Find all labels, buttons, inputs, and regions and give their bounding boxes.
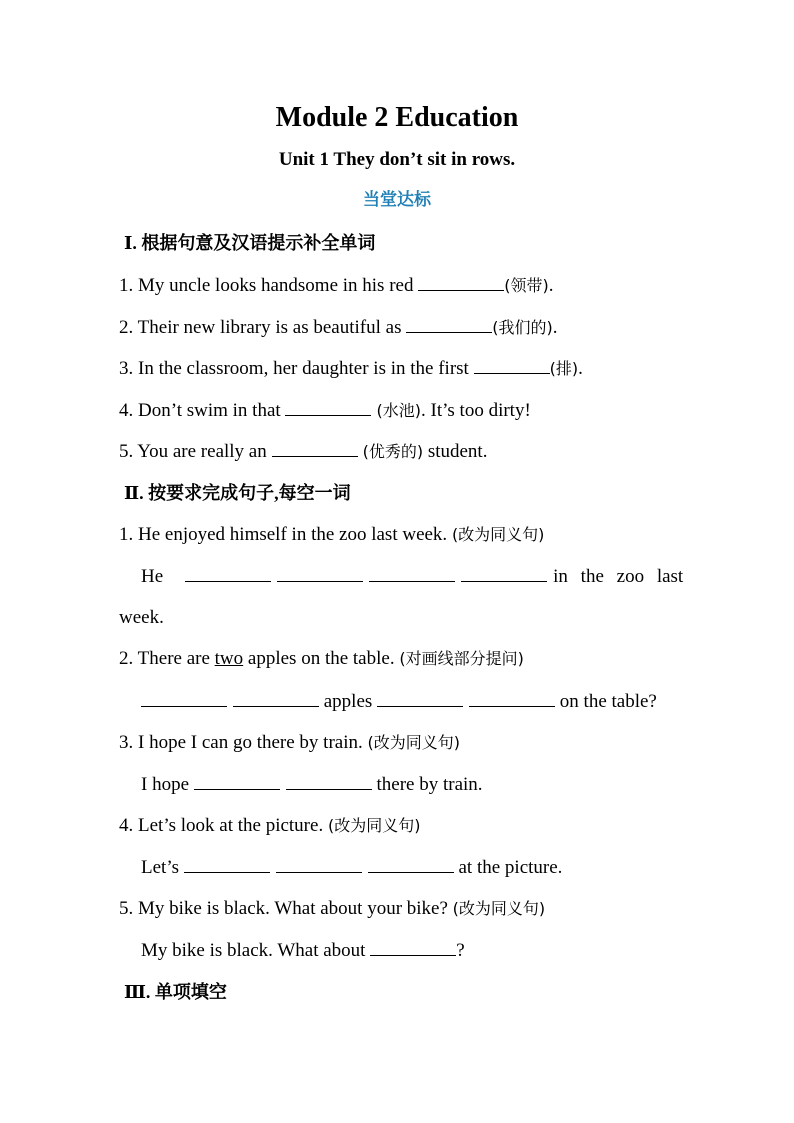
part1-item-5: 5. You are really an (优秀的) student. (119, 441, 488, 462)
answer-blank[interactable] (461, 564, 547, 582)
answer-blank[interactable] (277, 564, 363, 582)
answer-blank[interactable] (272, 439, 358, 457)
answer-blank[interactable] (406, 315, 492, 333)
part2-item-3-question: 3. I hope I can go there by train. (改为同义句) (119, 732, 460, 753)
part3-heading: Ⅲ. 单项填空 (124, 982, 227, 1002)
part2-heading: Ⅱ. 按要求完成句子,每空一词 (124, 483, 351, 503)
part2-item-1-question: 1. He enjoyed himself in the zoo last week. (改为同义句) (119, 524, 545, 545)
part1-heading: Ⅰ. 根据句意及汉语提示补全单词 (124, 233, 376, 253)
part1-item-2: 2. Their new library is as beautiful as (我们的). (119, 317, 558, 338)
answer-blank[interactable] (194, 772, 280, 790)
part2-item-4-question: 4. Let’s look at the picture. (改为同义句) (119, 815, 421, 836)
part1-item-3: 3. In the classroom, her daughter is in the first (排). (119, 358, 583, 379)
answer-blank[interactable] (286, 772, 372, 790)
answer-blank[interactable] (141, 689, 227, 707)
answer-blank[interactable] (276, 855, 362, 873)
part2-item-2-answer: apples on the table? (141, 689, 657, 714)
answer-blank[interactable] (233, 689, 319, 707)
part2-item-2-question: 2. There are two apples on the table. (对画线部分提问) (119, 648, 524, 669)
part2-item-4-answer: Let’s at the picture. (141, 857, 563, 878)
answer-blank[interactable] (185, 564, 271, 582)
answer-blank[interactable] (370, 938, 456, 956)
answer-blank[interactable] (377, 689, 463, 707)
part1-item-4: 4. Don’t swim in that (水池). It’s too dirty! (119, 400, 531, 421)
answer-blank[interactable] (418, 273, 504, 291)
part2-item-1-answer-cont: week. (119, 607, 164, 628)
answer-blank[interactable] (285, 398, 371, 416)
answer-blank[interactable] (184, 855, 270, 873)
module-title: Module 2 Education (275, 102, 519, 133)
section-tag: 当堂达标 (363, 190, 431, 210)
answer-blank[interactable] (369, 564, 455, 582)
part2-item-3-answer: I hope there by train. (141, 774, 483, 795)
answer-blank[interactable] (469, 689, 555, 707)
unit-title: Unit 1 They don’t sit in rows. (278, 149, 516, 170)
part2-item-5-answer: My bike is black. What about ? (141, 940, 465, 961)
underlined-word: two (214, 648, 244, 669)
answer-blank[interactable] (368, 855, 454, 873)
part2-item-1-answer: He in the zoo last (141, 566, 684, 587)
part2-item-5-question: 5. My bike is black. What about your bike? (改为同义句) (119, 898, 546, 919)
answer-blank[interactable] (474, 356, 550, 374)
part1-item-1: 1. My uncle looks handsome in his red (领带). (119, 275, 554, 296)
